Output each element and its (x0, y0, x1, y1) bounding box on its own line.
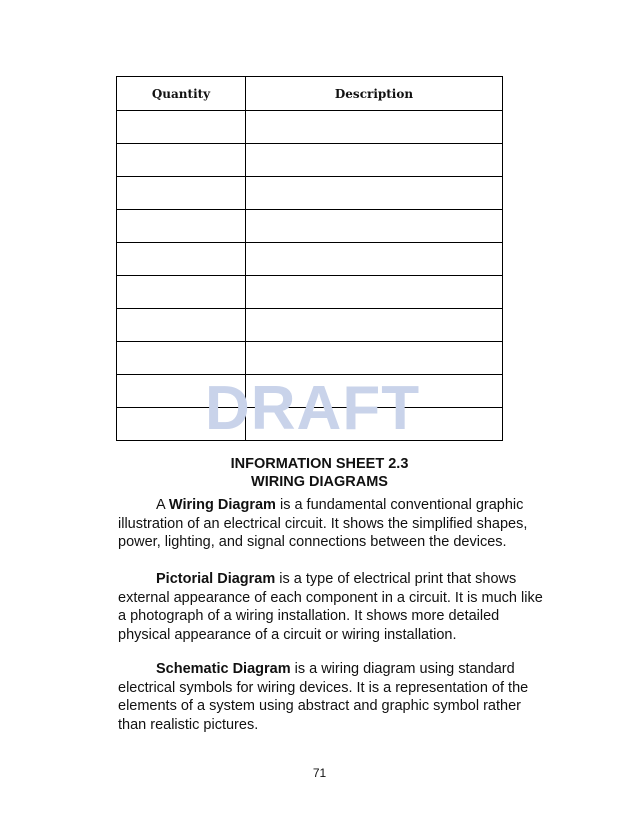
term-wiring-diagram: Wiring Diagram (168, 497, 276, 513)
draft-watermark: DRAFT (205, 374, 421, 443)
paragraph-lead: A (156, 497, 169, 513)
description-cell (246, 276, 503, 309)
paragraph-text: is a wiring diagram using standard electrical symbols for wiring devices. It is a representation of the elements of a system using abstract and graphic symbol rather than realistic pictures. (118, 661, 529, 733)
page-number: 71 (312, 766, 327, 780)
description-cell (246, 243, 503, 276)
table-row (117, 342, 503, 375)
table-row (117, 408, 503, 441)
description-cell (246, 408, 503, 441)
description-cell (246, 177, 503, 210)
quantity-description-table (116, 76, 503, 441)
table-row (117, 210, 503, 243)
paragraph-wiring-diagram (118, 496, 548, 552)
description-cell (246, 375, 503, 408)
paragraph-text: is a type of electrical print that shows external appearance of each component in a circuit. It is much like a photograph of a wiring installation. It shows more detailed physical appearance of a circuit or wiring installation. (118, 571, 543, 643)
description-cell (246, 309, 503, 342)
table-row (117, 276, 503, 309)
table-header-row (117, 77, 503, 111)
paragraph-pictorial-diagram (118, 570, 548, 644)
quantity-cell (117, 111, 246, 144)
quantity-cell (117, 408, 246, 441)
quantity-cell (117, 210, 246, 243)
table-row (117, 243, 503, 276)
table-row (117, 111, 503, 144)
quantity-cell (117, 276, 246, 309)
table-row (117, 375, 503, 408)
table-row (117, 144, 503, 177)
quantity-cell (117, 342, 246, 375)
info-sheet-subtitle: WIRING DIAGRAMS (251, 474, 388, 490)
quantity-cell (117, 309, 246, 342)
table-body (117, 111, 503, 441)
description-cell (246, 144, 503, 177)
table-row (117, 177, 503, 210)
paragraph-text: is a fundamental conventional graphic illustration of an electrical circuit. It shows the simplified shapes, power, lighting, and signal connections between the devices. (118, 497, 528, 550)
term-schematic-diagram: Schematic Diagram (156, 661, 291, 677)
description-cell (246, 111, 503, 144)
term-pictorial-diagram: Pictorial Diagram (156, 571, 276, 587)
paragraph-schematic-diagram (118, 660, 548, 734)
quantity-cell (117, 144, 246, 177)
quantity-header: Quantity (117, 77, 246, 111)
info-sheet-title: INFORMATION SHEET 2.3 (230, 456, 409, 472)
quantity-cell (117, 375, 246, 408)
quantity-cell (117, 243, 246, 276)
description-cell (246, 210, 503, 243)
table-row (117, 309, 503, 342)
quantity-cell (117, 177, 246, 210)
description-cell (246, 342, 503, 375)
description-header: Description (246, 77, 503, 111)
